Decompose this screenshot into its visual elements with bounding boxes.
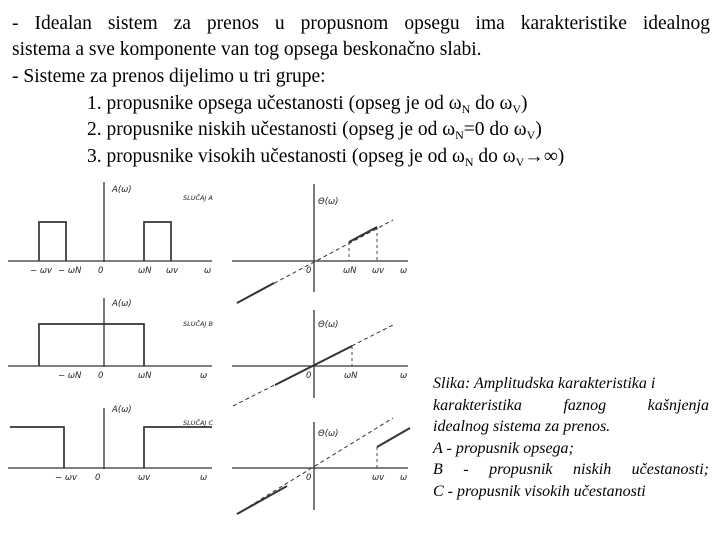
case-b-minus-wn: − ωN <box>58 371 82 381</box>
case-c-wv: ωv <box>138 473 151 483</box>
list-item-low-pass: 2. propusnike niskih učestanosti (opseg je od $\omega_N=0$ do $\omega_V$) <box>87 119 542 142</box>
caption-line-3: idealnog sistema za prenos. <box>433 418 611 436</box>
case-b-amp-axis-label: A(ω) <box>112 299 132 309</box>
case-a-wv: ωv <box>166 266 179 276</box>
case-a-phase-wv: ωv <box>372 266 385 276</box>
case-a-phase-wn: ωN <box>343 266 357 276</box>
case-a-phase-axis-label: Θ(ω) <box>318 197 339 207</box>
case-c-amp-axis-label: A(ω) <box>112 405 132 415</box>
case-b-zero: 0 <box>98 371 104 381</box>
case-a-minus-wn: − ωN <box>58 266 82 276</box>
case-c-phase-axis-label: Θ(ω) <box>318 429 339 439</box>
case-c-omega: ω <box>200 473 208 483</box>
caption-line-2: karakteristika faznog kašnjenja <box>433 396 709 414</box>
intro-line-3: - Sisteme za prenos dijelimo u tri grupe: <box>12 66 326 87</box>
case-a-amplitude-plot <box>8 182 212 262</box>
figure-caption <box>433 373 709 503</box>
case-c-zero: 0 <box>95 473 101 483</box>
list-item-band-pass: 1. propusnike opsega učestanosti (opseg je od $\omega_N$ do $\omega_V$) <box>87 93 528 116</box>
case-a-minus-wv: − ωv <box>30 266 52 276</box>
case-b-omega: ω <box>200 371 208 381</box>
caption-line-4: A - propusnik opsega; <box>433 439 574 457</box>
case-a-zero: 0 <box>98 266 104 276</box>
case-c-minus-wv: − ωv <box>55 473 77 483</box>
caption-line-1: Slika: Amplitudska karakteristika i <box>433 375 656 392</box>
case-a-amp-axis-label: A(ω) <box>112 185 132 195</box>
case-a-tag: SLUČAJ A <box>183 194 213 202</box>
caption-line-5: B - propusnik niskih učestanosti; <box>433 461 709 479</box>
case-b-phase-zero: 0 <box>306 371 312 381</box>
intro-line-2: sistema a sve komponente van tog opsega beskonačno slabi. <box>12 39 482 60</box>
case-a-omega: ω <box>204 266 212 276</box>
case-b-phase-omega: ω <box>400 371 408 381</box>
case-c-phase-zero: 0 <box>306 473 312 483</box>
case-c-amplitude-plot <box>8 408 212 469</box>
case-a-phase-zero: 0 <box>306 266 312 276</box>
case-a-phase-omega: ω <box>400 266 408 276</box>
case-b-phase-wn: ωN <box>344 371 358 381</box>
caption-line-6: C - propusnik visokih učestanosti <box>433 482 646 500</box>
case-b-wn: ωN <box>138 371 152 381</box>
filter-characteristics-figure <box>0 170 430 540</box>
case-b-tag: SLUČAJ B <box>183 320 213 328</box>
case-c-phase-omega: ω <box>400 473 408 483</box>
case-b-amplitude-plot <box>8 298 212 367</box>
case-a-wn: ωN <box>138 266 152 276</box>
case-b-phase-axis-label: Θ(ω) <box>318 320 339 330</box>
case-c-tag: SLUČAJ C <box>183 419 214 427</box>
case-c-phase-wv: ωv <box>372 473 385 483</box>
intro-line-1: - Idealan sistem za prenos u propusnom opsegu ima karakteristike idealnog <box>12 13 710 34</box>
list-item-high-pass: 3. propusnike visokih učestanosti (opseg je od $\omega_N$ do $\omega_V\to\infty$) <box>87 146 565 169</box>
